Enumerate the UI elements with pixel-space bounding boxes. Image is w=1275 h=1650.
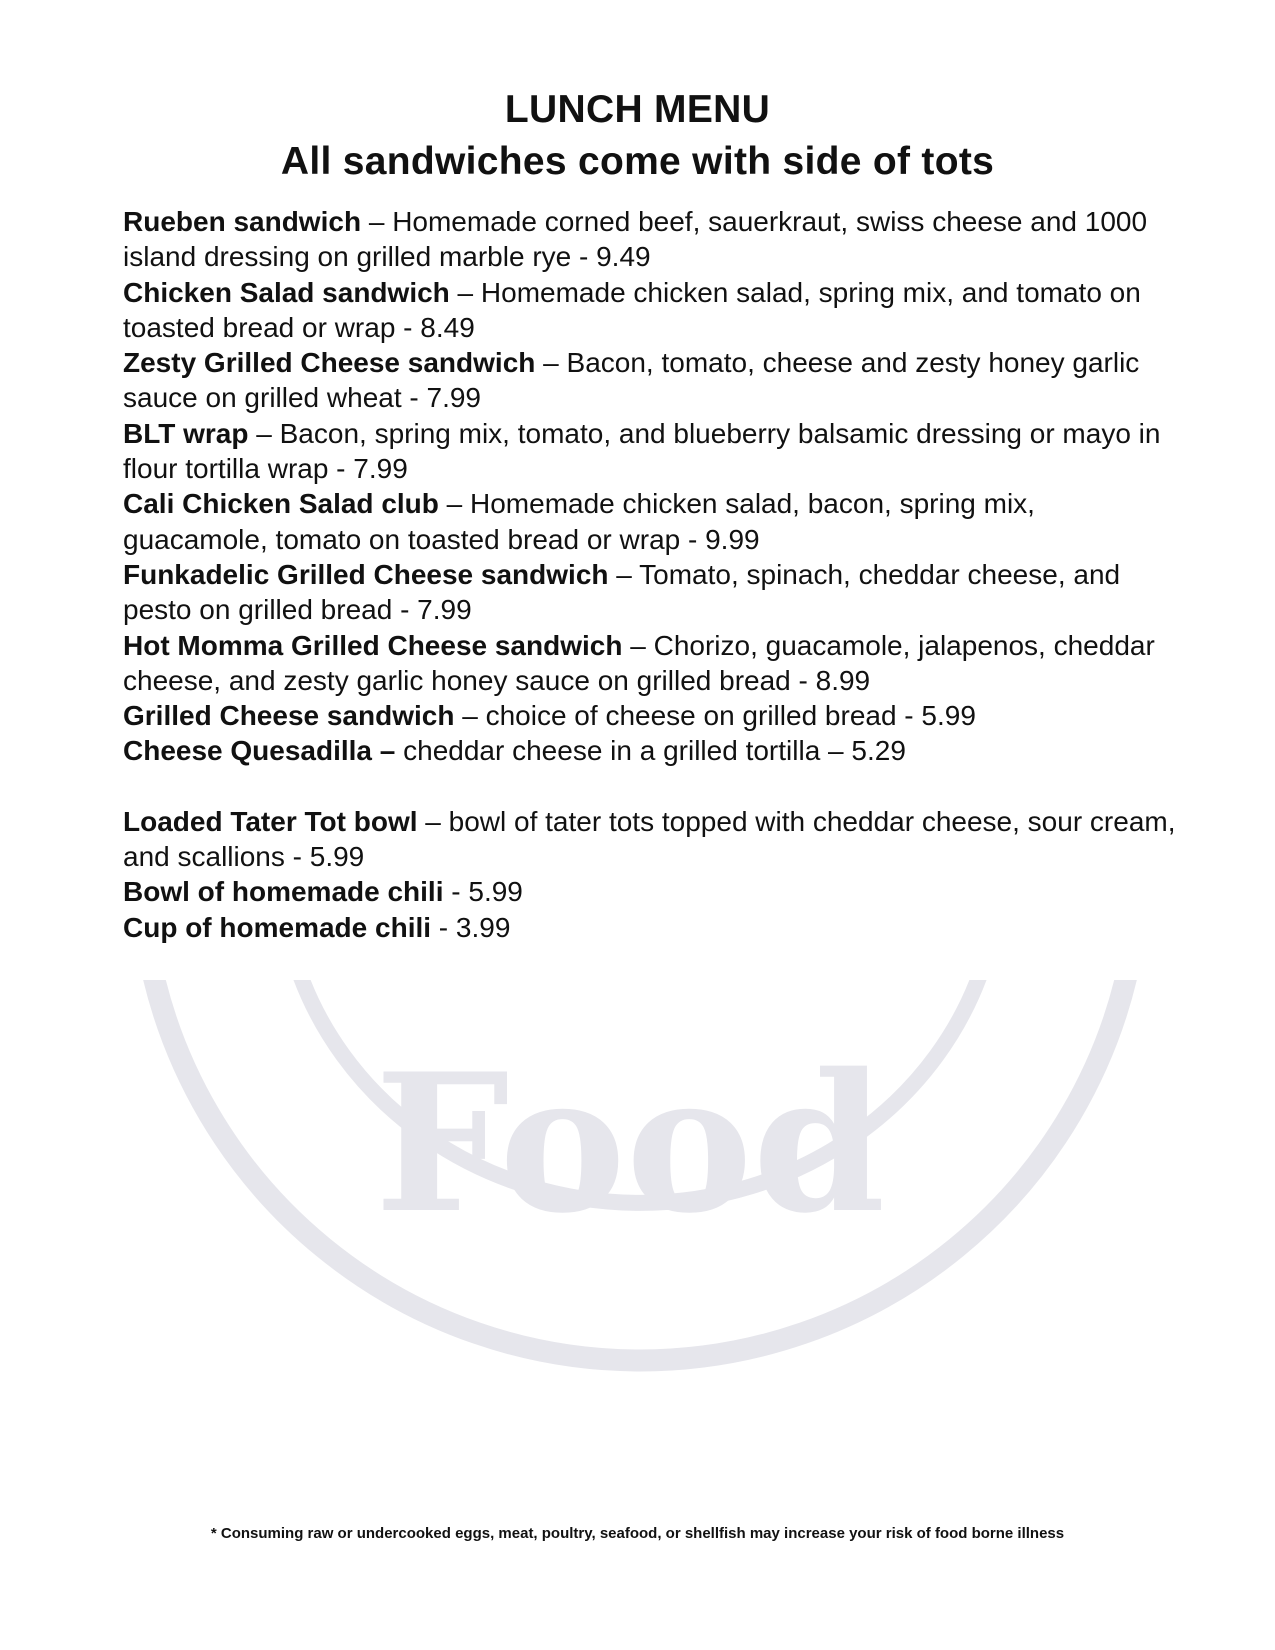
food-logo-watermark bbox=[130, 980, 1150, 1380]
item-name: BLT wrap bbox=[123, 417, 249, 449]
menu-item: BLT wrap – Bacon, spring mix, tomato, and blueberry balsamic dressing or mayo in flour tortilla wrap - 7.99 bbox=[123, 417, 1161, 485]
menu-header bbox=[0, 84, 1275, 188]
item-description: 5.99 bbox=[468, 876, 523, 908]
allergy-footnote: * Consuming raw or undercooked eggs, meat, poultry, seafood, or shellfish may increase your risk of food borne illness bbox=[210, 1525, 1065, 1542]
item-name: Chicken Salad sandwich bbox=[123, 276, 450, 308]
section-spacer bbox=[123, 769, 1183, 804]
menu-item: Cup of homemade chili - 3.99 bbox=[123, 911, 511, 943]
item-description: cheddar cheese in a grilled tortilla – 5.29 bbox=[403, 735, 906, 767]
item-description: 3.99 bbox=[455, 911, 511, 943]
menu-item: Loaded Tater Tot bowl – bowl of tater tots topped with cheddar cheese, sour cream, and scallions - 5.99 bbox=[123, 805, 1176, 873]
item-description: Bacon, tomato, cheese and zesty honey garlic sauce on grilled wheat - 7.99 bbox=[123, 347, 1140, 414]
item-name: Hot Momma Grilled Cheese sandwich bbox=[123, 629, 623, 661]
item-name: Cup of homemade chili bbox=[123, 911, 432, 943]
item-name: Rueben sandwich bbox=[123, 206, 362, 237]
menu-item bbox=[123, 733, 1183, 768]
item-name: Zesty Grilled Cheese sandwich bbox=[123, 347, 536, 379]
menu-item: Zesty Grilled Cheese sandwich – Bacon, tomato, cheese and zesty honey garlic sauce on grilled wheat - 7.99 bbox=[123, 347, 1140, 414]
menu-item: Bowl of homemade chili - 5.99 bbox=[123, 876, 523, 908]
item-name: Cheese Quesadilla – bbox=[123, 735, 396, 767]
item-description: Homemade chicken salad, bacon, spring mix, guacamole, tomato on toasted bread or wrap - 9.99 bbox=[123, 488, 1035, 555]
menu-item: Rueben sandwich – Homemade corned beef, sauerkraut, swiss cheese and 1000 island dressing on grilled marble rye - 9.49 bbox=[123, 206, 1148, 273]
menu-list bbox=[123, 204, 1183, 945]
item-description: Chorizo, guacamole, jalapenos, cheddar cheese, and zesty garlic honey sauce on grilled bread - 8.99 bbox=[123, 629, 1155, 696]
item-description: bowl of tater tots topped with cheddar cheese, sour cream, and scallions - 5.99 bbox=[123, 805, 1176, 873]
item-name: Bowl of homemade chili bbox=[123, 876, 444, 908]
page-title: LUNCH MENU bbox=[504, 88, 771, 131]
item-description: Bacon, spring mix, tomato, and blueberry balsamic dressing or mayo in flour tortilla wrap - 7.99 bbox=[123, 417, 1161, 485]
item-description: Homemade corned beef, sauerkraut, swiss cheese and 1000 island dressing on grilled marble rye - 9.49 bbox=[123, 206, 1148, 273]
menu-item: Grilled Cheese sandwich – choice of cheese on grilled bread - 5.99 bbox=[123, 700, 976, 732]
page-subtitle: All sandwiches come with side of tots bbox=[280, 140, 995, 183]
menu-item: Cali Chicken Salad club – Homemade chicken salad, bacon, spring mix, guacamole, tomato on toasted bread or wrap - 9.99 bbox=[123, 488, 1035, 555]
item-name: Grilled Cheese sandwich bbox=[123, 700, 455, 732]
item-description: Homemade chicken salad, spring mix, and tomato on toasted bread or wrap - 8.49 bbox=[123, 276, 1141, 343]
item-name: Funkadelic Grilled Cheese sandwich bbox=[123, 558, 609, 590]
menu-item: Chicken Salad sandwich – Homemade chicken salad, spring mix, and tomato on toasted bread or wrap - 8.49 bbox=[123, 276, 1141, 343]
item-description: Tomato, spinach, cheddar cheese, and pesto on grilled bread - 7.99 bbox=[123, 558, 1121, 626]
watermark-text: Food bbox=[374, 1032, 886, 1255]
menu-item: Hot Momma Grilled Cheese sandwich – Chorizo, guacamole, jalapenos, cheddar cheese, and zesty garlic honey sauce on grilled bread - 8.99 bbox=[123, 629, 1155, 696]
item-name: Cali Chicken Salad club bbox=[123, 488, 439, 520]
item-name: Loaded Tater Tot bowl bbox=[123, 805, 418, 837]
menu-item: Funkadelic Grilled Cheese sandwich – Tomato, spinach, cheddar cheese, and pesto on grilled bread - 7.99 bbox=[123, 558, 1121, 626]
item-description: choice of cheese on grilled bread - 5.99 bbox=[485, 700, 976, 732]
